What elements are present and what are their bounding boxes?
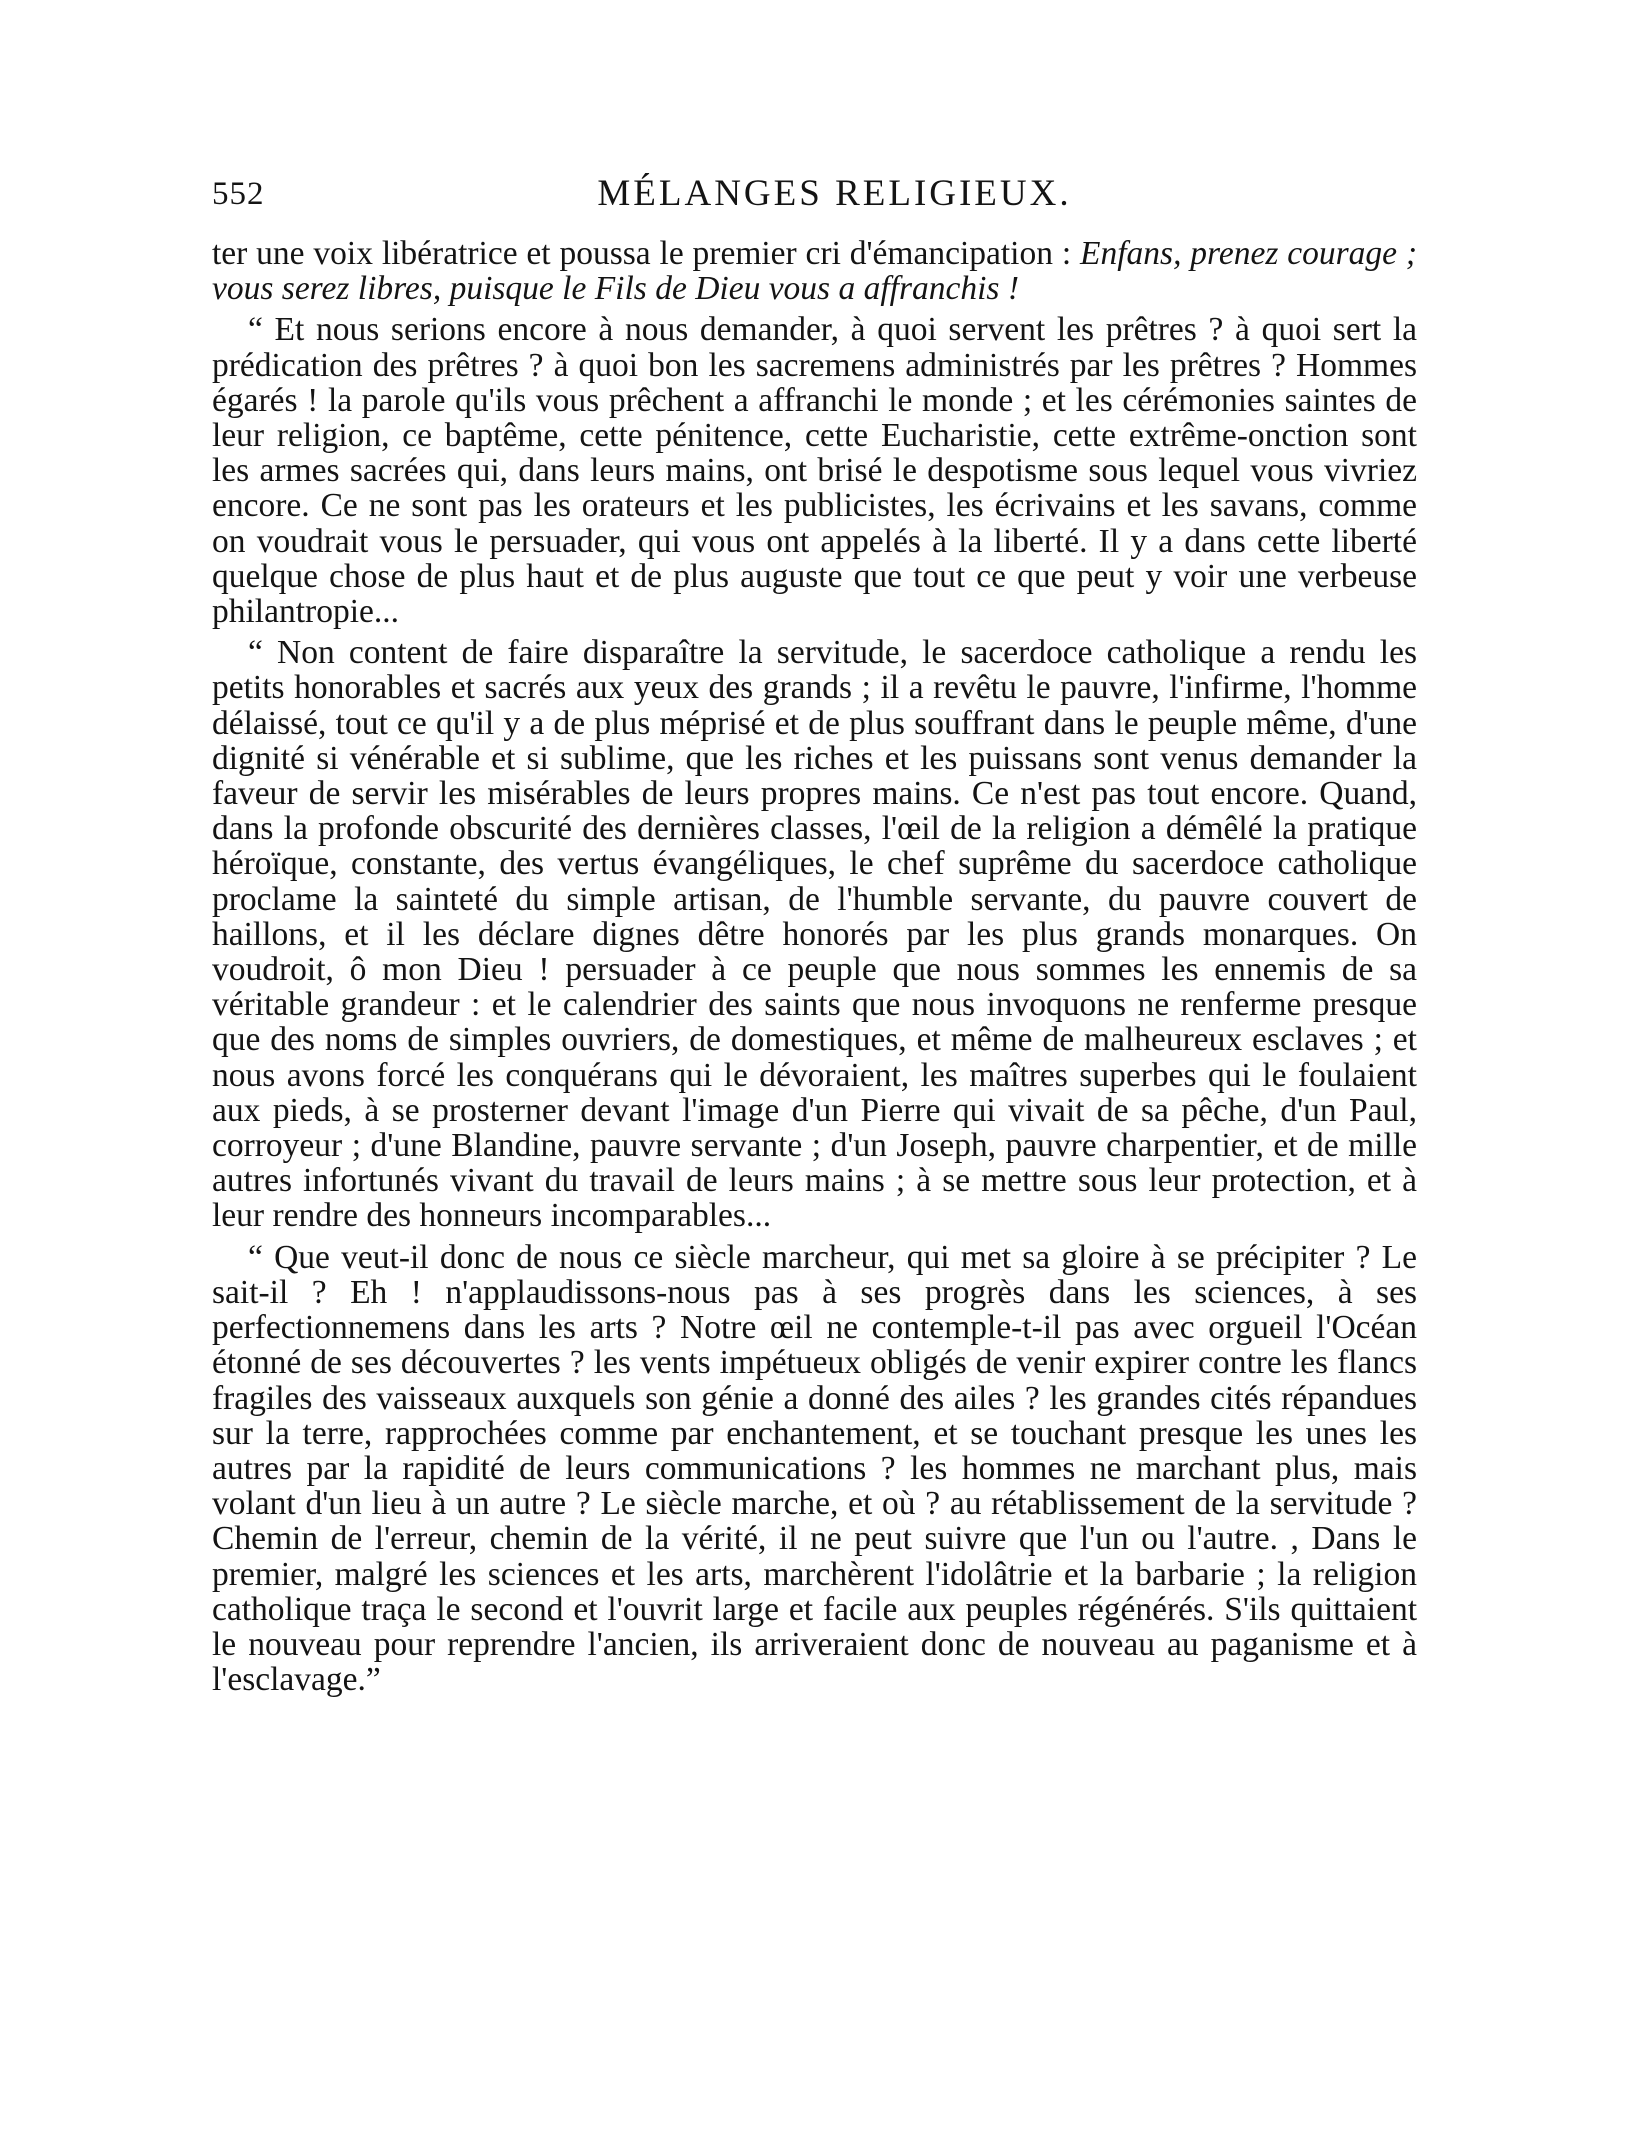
page-number: 552 [212, 176, 265, 212]
running-title: MÉLANGES RELIGIEUX. [597, 173, 1072, 214]
running-head [212, 168, 1417, 224]
paragraph-priests: “ Et nous serions encore à nous demander, à quoi servent les prêtres ? à quoi sert la prédication des prêtres ? à quoi bon les sacremens administrés par les prêtres ? Hommes égarés ! la parole qu'ils vous prêchent a affranchi le monde ; et les cérémonies saintes de leur religion, ce baptême, cette pénitence, cette Eucharistie, cette extrême-onction sont les armes sacrées qui, dans leurs mains, ont brisé le despotisme sous lequel vous vivriez encore. Ce ne sont pas les orateurs et les publicistes, les écrivains et les savans, comme on voudrait vous le persuader, qui vous ont appelés à la liberté. Il y a dans cette liberté quelque chose de plus haut et de plus auguste que tout ce que peut y voir une verbeuse philantropie... [212, 311, 1417, 631]
italic-quotation: Enfans, prenez courage ; vous serez libres, puisque le Fils de Dieu vous a affranchis ! [212, 235, 1418, 308]
book-page [212, 168, 1417, 1697]
paragraph-text: ter une voix libératrice et poussa le premier cri d'émancipation : [212, 235, 1072, 272]
body-text [212, 236, 1417, 1697]
paragraph-continuation [212, 236, 1417, 306]
paragraph-priesthood: “ Non content de faire disparaître la servitude, le sacerdoce catholique a rendu les petits honorables et sacrés aux yeux des grands ; il a revêtu le pauvre, l'infirme, l'homme délaissé, tout ce qu'il y a de plus méprisé et de plus souffrant dans le peuple même, d'une dignité si vénérable et si sublime, que les riches et les puissans sont venus demander la faveur de servir les misérables de leurs propres mains. Ce n'est pas tout encore. Quand, dans la profonde obscurité des dernières classes, l'œil de la religion a démêlé la pratique héroïque, constante, des vertus évangéliques, le chef suprême du sacerdoce catholique proclame la sainteté du simple artisan, de l'humble servante, du pauvre couvert de haillons, et il les déclare dignes dêtre honorés par les plus grands monarques. On voudroit, ô mon Dieu ! persuader à ce peuple que nous sommes les ennemis de sa véritable grandeur : et le calendrier des saints que nous invoquons ne renferme presque que des noms de simples ouvriers, de domestiques, et même de malheureux esclaves ; et nous avons forcé les conquérans qui le dévoraient, les maîtres superbes qui le foulaient aux pieds, à se prosterner devant l'image d'un Pierre qui vivait de sa pêche, d'un Paul, corroyeur ; d'une Blandine, pauvre servante ; d'un Joseph, pauvre charpentier, et de mille autres infortunés vivant du travail de leurs mains ; à se mettre sous leur protection, et à leur rendre des honneurs incomparables... [212, 634, 1417, 1235]
paragraph-century: “ Que veut-il donc de nous ce siècle marcheur, qui met sa gloire à se précipiter ? Le sait-il ? Eh ! n'applaudissons-nous pas à ses progrès dans les sciences, à ses perfectionnemens dans les arts ? Notre œil ne contemple-t-il pas avec orgueil l'Océan étonné de ses découvertes ? les vents impétueux obligés de venir expirer contre les flancs fragiles des vaisseaux auxquels son génie a donné des ailes ? les grandes cités répandues sur la terre, rapprochées comme par enchantement, et se touchant presque les unes les autres par la rapidité de leurs communications ? les hommes ne marchant plus, mais volant d'un lieu à un autre ? Le siècle marche, et où ? au rétablissement de la servitude ? Chemin de l'erreur, chemin de la vérité, il ne peut suivre que l'un ou l'autre. , Dans le premier, malgré les sciences et les arts, marchèrent l'idolâtrie et la barbarie ; la religion catholique traça le second et l'ouvrit large et facile aux peuples régénérés. S'ils quittaient le nouveau pour reprendre l'ancien, ils arriveraient donc de nouveau au paganisme et à l'esclavage.” [212, 1238, 1417, 1699]
